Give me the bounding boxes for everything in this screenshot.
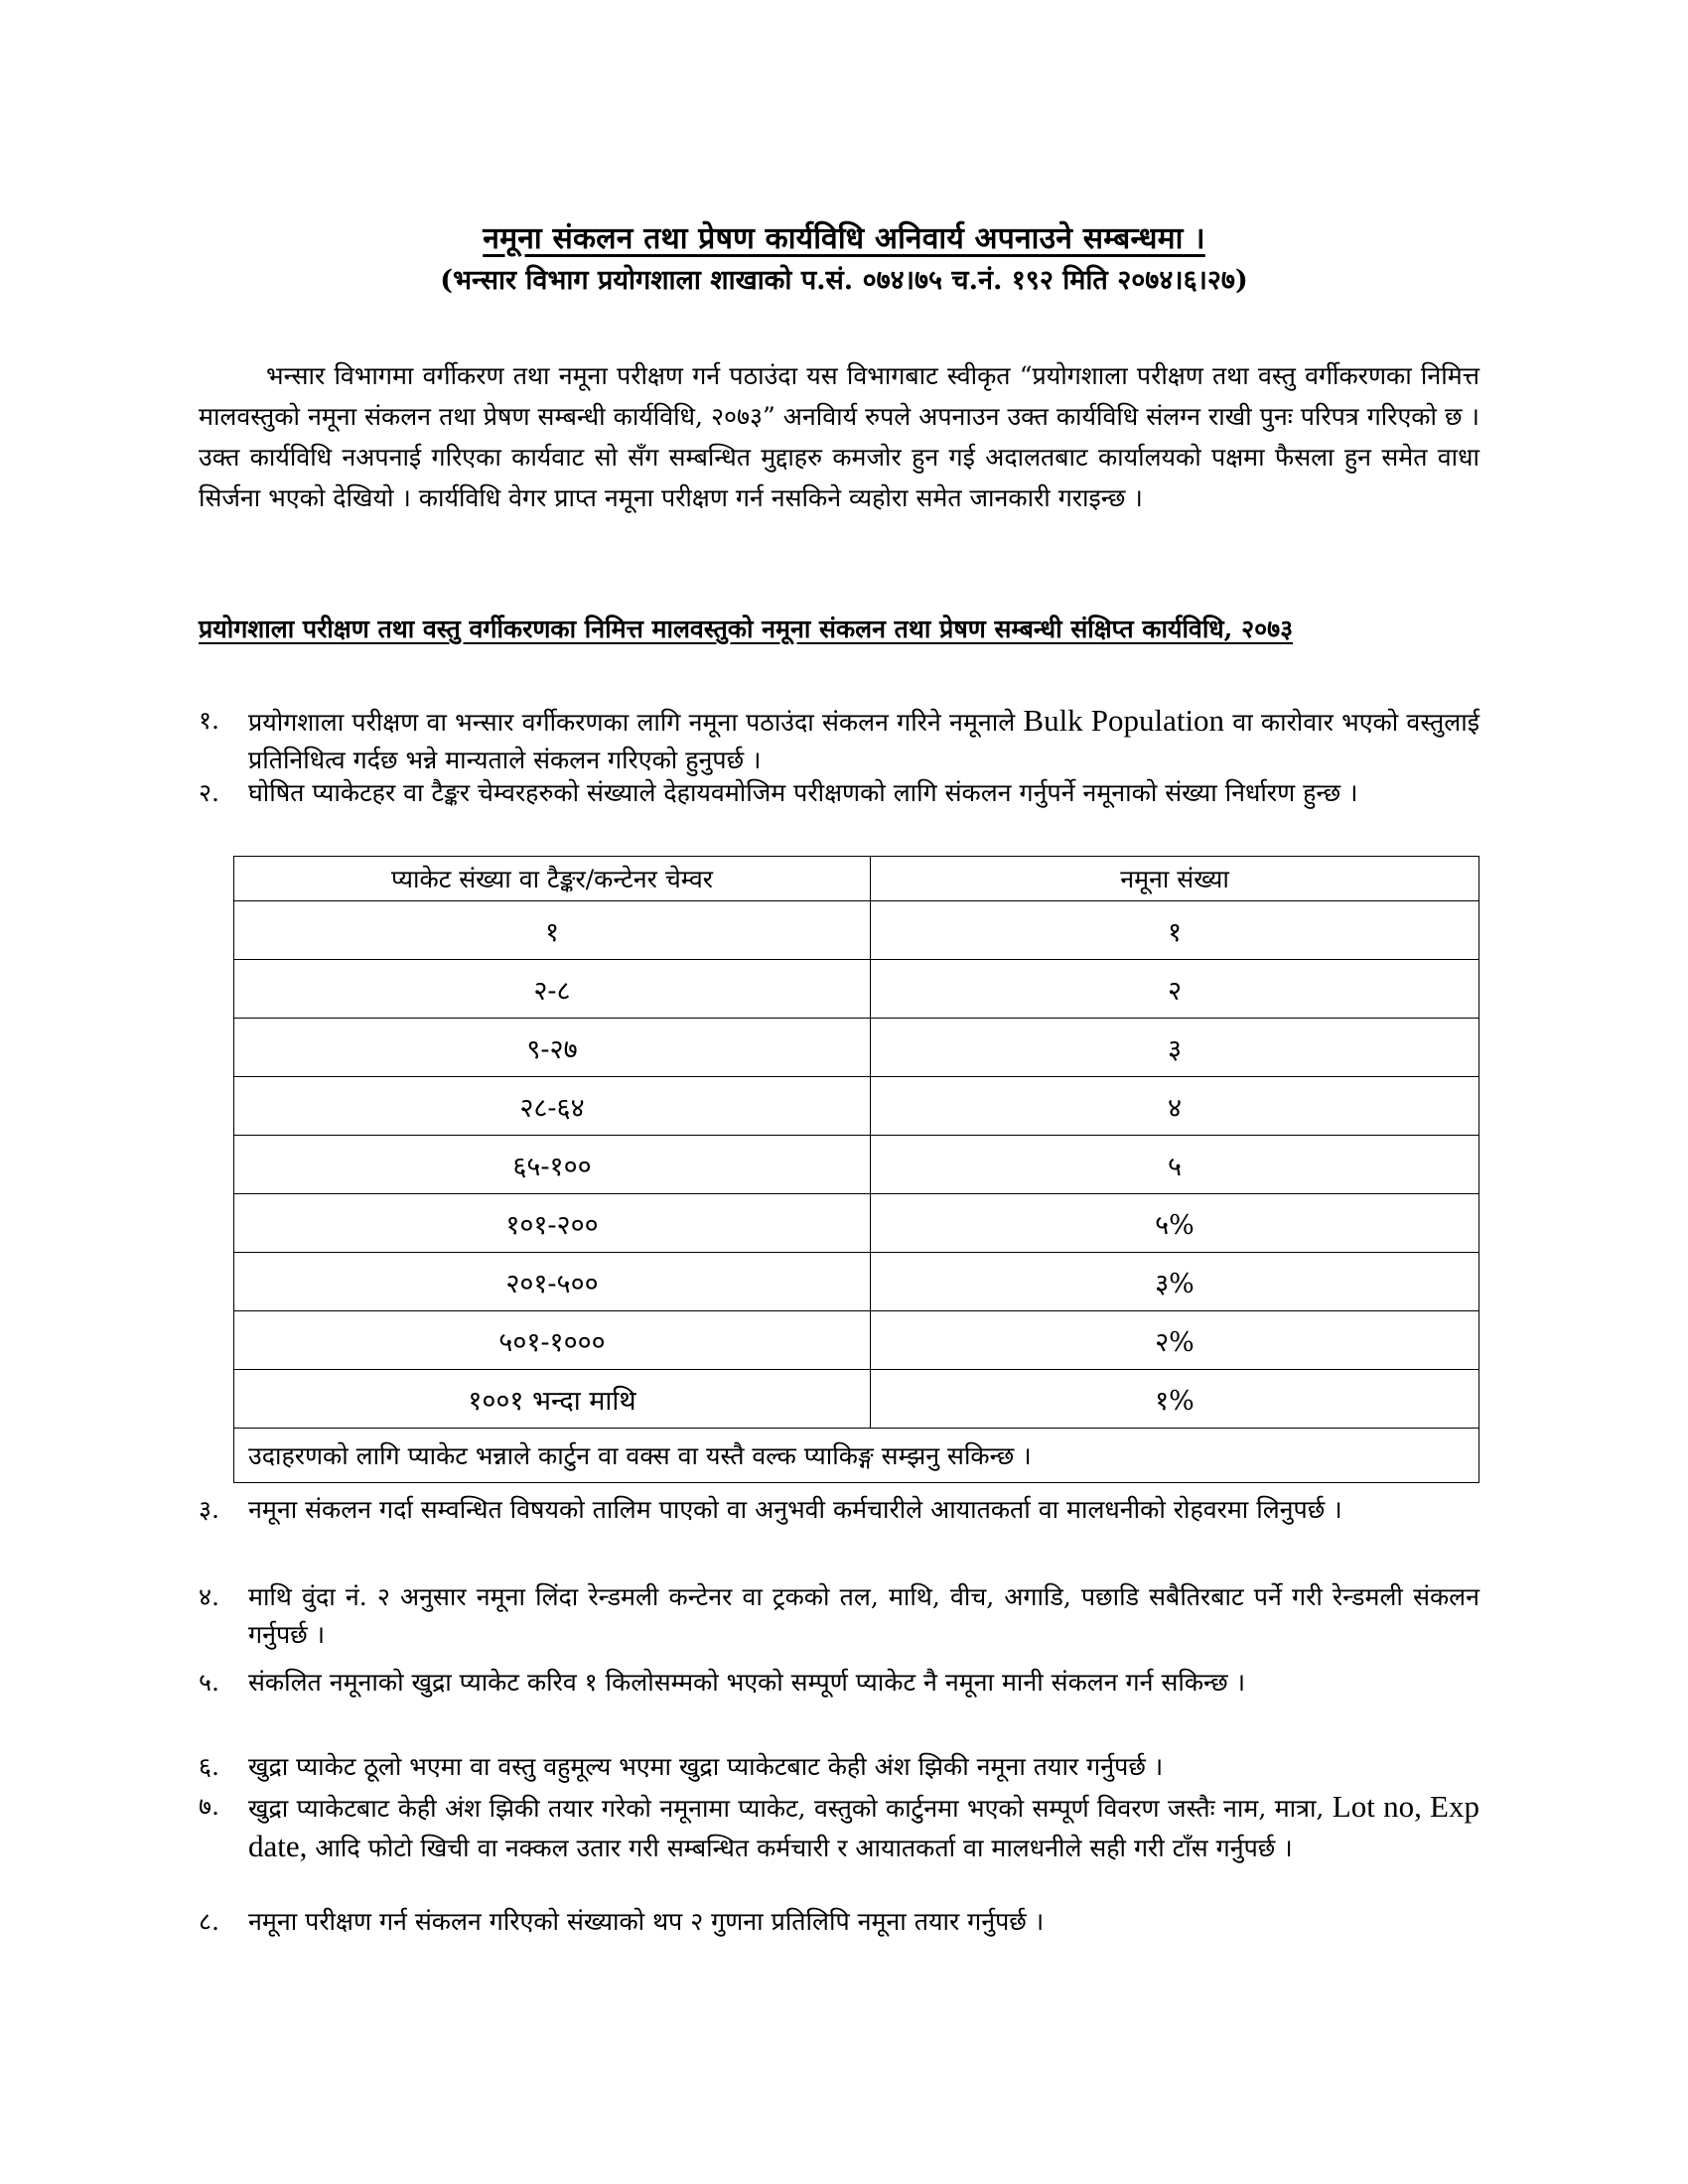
item-text-latin: Lot no, Exp date,: [248, 1789, 1479, 1863]
item-text: खुद्रा प्याकेट ठूलो भएमा वा वस्तु वहुमूल्य भएमा खुद्रा प्याकेटबाट केही अंश झिकी नमूना तयार गर्नुपर्छ ।: [248, 1752, 1164, 1781]
table-cell: ५०१-१०००: [234, 1311, 871, 1370]
table-cell: ६५-१००: [234, 1136, 871, 1194]
column-header: प्याकेट संख्या वा टैङ्कर/कन्टेनर चेम्वर: [234, 857, 871, 901]
item-text-part: प्रयोगशाला परीक्षण वा भन्सार वर्गीकरणका लागि नमूना पठाउंदा संकलन गरिने नमूनाले: [248, 708, 1024, 737]
table-header-row: [234, 857, 1479, 901]
item-text: नमूना परीक्षण गर्न संकलन गरिएको संख्याको थप २ गुणना प्रतिलिपि नमूना तयार गर्नुपर्छ ।: [248, 1907, 1045, 1936]
sample-size-table: [233, 856, 1479, 1483]
table-cell: २: [871, 960, 1479, 1019]
list-item: [199, 774, 1479, 812]
item-number: ७.: [199, 1792, 219, 1821]
document-subtitle: (भन्सार विभाग प्रयोगशाला शाखाको प.सं. ०७४।७५ च.नं. १९२ मिति २०७४।६।२७): [440, 265, 1248, 296]
table-cell: १%: [871, 1370, 1479, 1429]
table-row: [234, 1253, 1479, 1311]
item-text-latin: Bulk Population: [1023, 703, 1225, 738]
item-text: [248, 702, 1479, 779]
column-header: नमूना संख्या: [871, 857, 1479, 901]
item-number: ८.: [199, 1907, 219, 1936]
table-row: [234, 1136, 1479, 1194]
table-cell: २%: [871, 1311, 1479, 1370]
section-heading: प्रयोगशाला परीक्षण तथा वस्तु वर्गीकरणका निमित्त मालवस्तुको नमूना संकलन तथा प्रेषण सम्बन्धी संक्षिप्त कार्यविधि, २०७३: [199, 614, 1294, 643]
table-cell: १००१ भन्दा माथि: [234, 1370, 871, 1429]
table-row: [234, 1019, 1479, 1077]
table-note: उदाहरणको लागि प्याकेट भन्नाले कार्टुन वा वक्स वा यस्तै वल्क प्याकिङ्ग सम्झनु सकिन्छ ।: [234, 1429, 1479, 1483]
table-row: [234, 901, 1479, 960]
item-number: २.: [199, 778, 219, 807]
list-item: [199, 1748, 1479, 1786]
table-cell: २-८: [234, 960, 871, 1019]
item-text-part: आदि फोटो खिची वा नक्कल उतार गरी सम्बन्धित कर्मचारी र आयातकर्ता वा मालधनीले सही गरी टाँस गर्नुपर्छ ।: [307, 1834, 1293, 1862]
item-number: ३.: [199, 1495, 219, 1524]
table-cell: १: [871, 901, 1479, 960]
item-text: घोषित प्याकेटहर वा टैङ्कर चेम्वरहरुको संख्याले देहायवमोजिम परीक्षणको लागि संकलन गर्नुपर्ने नमूनाको संख्या निर्धारण हुन्छ ।: [248, 778, 1358, 807]
table-cell: ९-२७: [234, 1019, 871, 1077]
table-row: [234, 1370, 1479, 1429]
item-number: ४.: [199, 1582, 219, 1611]
table-cell: १०१-२००: [234, 1194, 871, 1253]
list-item: [199, 1664, 1479, 1702]
table-cell: ५%: [871, 1194, 1479, 1253]
item-text: नमूना संकलन गर्दा सम्वन्धित विषयको तालिम पाएको वा अनुभवी कर्मचारीले आयातकर्ता वा मालधनीको रोहवरमा लिनुपर्छ ।: [248, 1495, 1342, 1524]
list-item: [199, 1578, 1479, 1654]
item-text: संकलित नमूनाको खुद्रा प्याकेट करिव १ किलोसम्मको भएको सम्पूर्ण प्याकेट नै नमूना मानी संकलन गर्न सकिन्छ ।: [248, 1668, 1246, 1697]
table-cell: ४: [871, 1077, 1479, 1136]
table-row: [234, 1077, 1479, 1136]
table-row: [234, 960, 1479, 1019]
table-cell: ३%: [871, 1253, 1479, 1311]
item-number: ५.: [199, 1668, 219, 1697]
item-text-part: वा कारोवार भएको वस्तुलाई प्रतिनिधित्व गर्दछ भन्ने मान्यताले संकलन गरिएको हुनुपर्छ ।: [248, 708, 1479, 774]
item-number: १.: [199, 706, 219, 735]
table-row: [234, 1194, 1479, 1253]
table-row: [234, 1311, 1479, 1370]
table-cell: ५: [871, 1136, 1479, 1194]
intro-paragraph: भन्सार विभागमा वर्गीकरण तथा नमूना परीक्षण गर्न पठाउंदा यस विभागबाट स्वीकृत “प्रयोगशाला परीक्षण तथा वस्तु वर्गीकरणका निमित्त मालवस्तुको नमूना संकलन तथा प्रेषण सम्बन्धी कार्यविधि, २०७३” अनविार्य रुपले अपनाउन उक्त कार्यविधि संलग्न राखी पुनः परिपत्र गरिएको छ । उक्त कार्यविधि नअपनाई गरिएका कार्यवाट सो सँग सम्बन्धित मुद्दाहरु कमजोर हुन गई अदालतबाट कार्यालयको पक्षमा फैसला हुन समेत वाधा सिर्जना भएको देखियो । कार्यविधि वेगर प्राप्त नमूना परीक्षण गर्न नसकिने व्यहोरा समेत जानकारी गराइन्छ ।: [199, 361, 1479, 512]
list-item: [199, 1491, 1479, 1529]
table-cell: ३: [871, 1019, 1479, 1077]
table-cell: १: [234, 901, 871, 960]
list-item: [199, 1788, 1479, 1867]
document-title: नमूना संकलन तथा प्रेषण कार्यविधि अनिवार्य अपनाउने सम्बन्धमा ।: [483, 221, 1205, 256]
item-text-part: खुद्रा प्याकेटबाट केही अंश झिकी तयार गरेको नमूनामा प्याकेट, वस्तुको कार्टुनमा भएको सम्पूर्ण विवरण जस्तैः नाम, मात्रा,: [248, 1794, 1333, 1823]
item-number: ६.: [199, 1752, 219, 1781]
item-text: माथि वुंदा नं. २ अनुसार नमूना लिंदा रेन्डमली कन्टेनर वा ट्रकको तल, माथि, वीच, अगाडि, पछाडि सबैतिरबाट पर्ने गरी रेन्डमली संकलन गर्नुपर्छ ।: [248, 1582, 1479, 1649]
item-text: [248, 1788, 1479, 1867]
list-item: [199, 702, 1479, 779]
table-cell: २८-६४: [234, 1077, 871, 1136]
table-cell: २०१-५००: [234, 1253, 871, 1311]
list-item: [199, 1903, 1479, 1941]
table-note-row: [234, 1429, 1479, 1483]
